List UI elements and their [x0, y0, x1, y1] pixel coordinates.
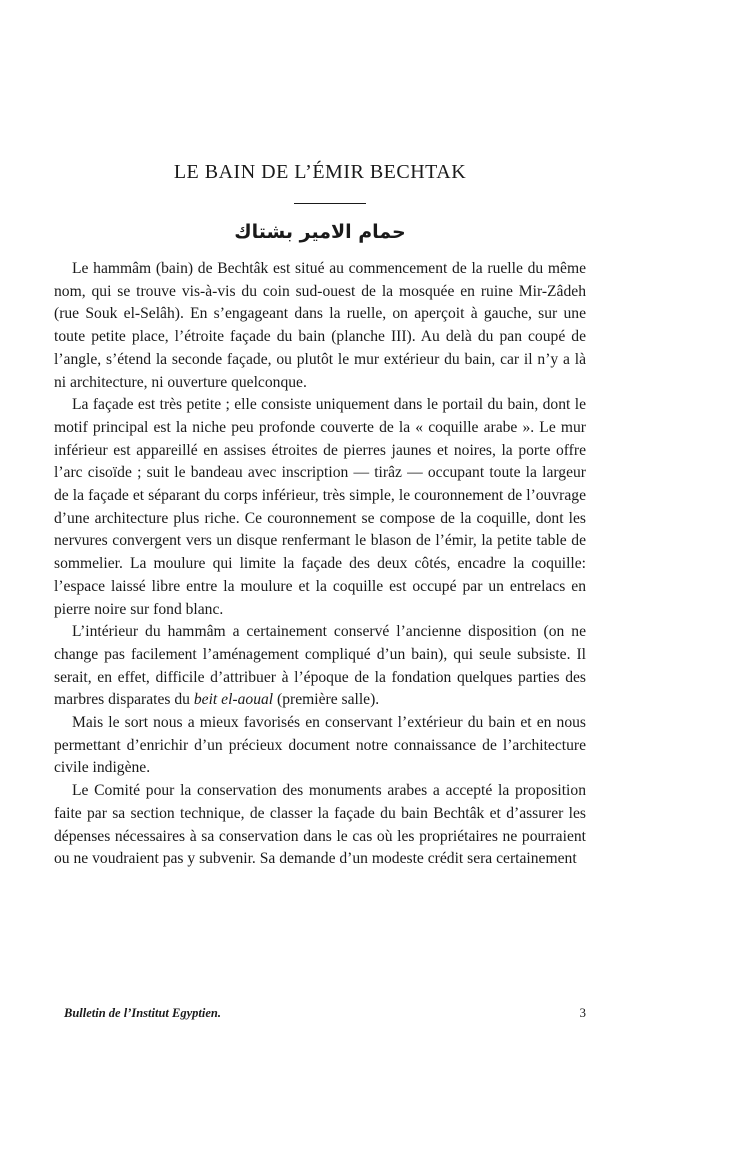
- arabic-heading: حمام الامير بشتاك: [234, 221, 406, 243]
- title-divider: [294, 203, 366, 204]
- italic-term: beit el-aoual: [193, 691, 274, 709]
- footer-source: Bulletin de l’Institut Egyptien.: [64, 1006, 221, 1020]
- paragraph-text: La façade est très petite ; elle consiste uniquement dans le portail du bain, dont le motif principal est la niche peu profonde couverte de la « coquille arabe ». Le mur inférieur est appareillé en assises étroites de pierres jaunes et noires, la porte offre l’arc cisoïde ; suit le bandeau avec inscription — tirâz — occupant toute la largeur de la façade et séparant du corps inférieur, très simple, le couronnement de l’ouvrage d’une architecture plus riche. Ce couronnement se compose de la coquille, dont les nervures convergent vers un disque renfermant le blason de l’émir, la petite table de sommelier. La moulure qui limite la façade des deux côtés, encadre la coquille: l’espace laissé libre entre la moulure et la coquille est occupé par un entrelacs en pierre noire sur fond blanc.: [54, 396, 586, 618]
- paragraph-text: Le hammâm (bain) de Bechtâk est situé au commencement de la ruelle du même nom, qui se trouve vis-à-vis du coin sud-ouest de la mosquée en ruine Mir-Zâdeh (rue Souk el-Selâh). En s’engageant dans la ruelle, on aperçoit à gauche, sur une toute petite place, l’étroite façade du bain (planche III). Au delà du pan coupé de l’angle, s’étend la seconde façade, ou plutôt le mur extérieur du bain, car il n’y a là ni architecture, ni ouverture quelconque.: [54, 260, 586, 391]
- page: [54, 0, 586, 1169]
- paragraph-2: [54, 394, 586, 621]
- page-number: 3: [579, 1005, 586, 1020]
- paragraph-3: [54, 621, 586, 712]
- paragraph-text: Mais le sort nous a mieux favorisés en conservant l’extérieur du bain et en nous permettant d’enrichir d’un précieux document notre connaissance de l’architecture civile indigène.: [54, 714, 586, 777]
- paragraph-text: (première salle).: [273, 691, 380, 709]
- paragraph-text: L’intérieur du hammâm a certainement conservé l’ancienne disposition (on ne change pas facilement l’aménagement compliqué d’un bain), qui seule subsiste. Il serait, en effet, difficile d’attribuer à l’époque de la fondation quelques parties des marbres disparates du: [54, 623, 586, 709]
- paragraph-5: [54, 780, 586, 871]
- paragraph-1: [54, 258, 586, 394]
- page-title: LE BAIN DE L’ÉMIR BECHTAK: [173, 161, 467, 183]
- paragraph-text: Le Comité pour la conservation des monuments arabes a accepté la proposition faite par sa section technique, de classer la façade du bain Bechtâk et d’assurer les dépenses nécessaires à sa conservation dans le cas où les propriétaires ne pourraient ou ne voudraient pas y subvenir. Sa demande d’un modeste crédit sera certainement: [54, 782, 586, 868]
- paragraph-4: [54, 712, 586, 780]
- body-text: [54, 258, 586, 871]
